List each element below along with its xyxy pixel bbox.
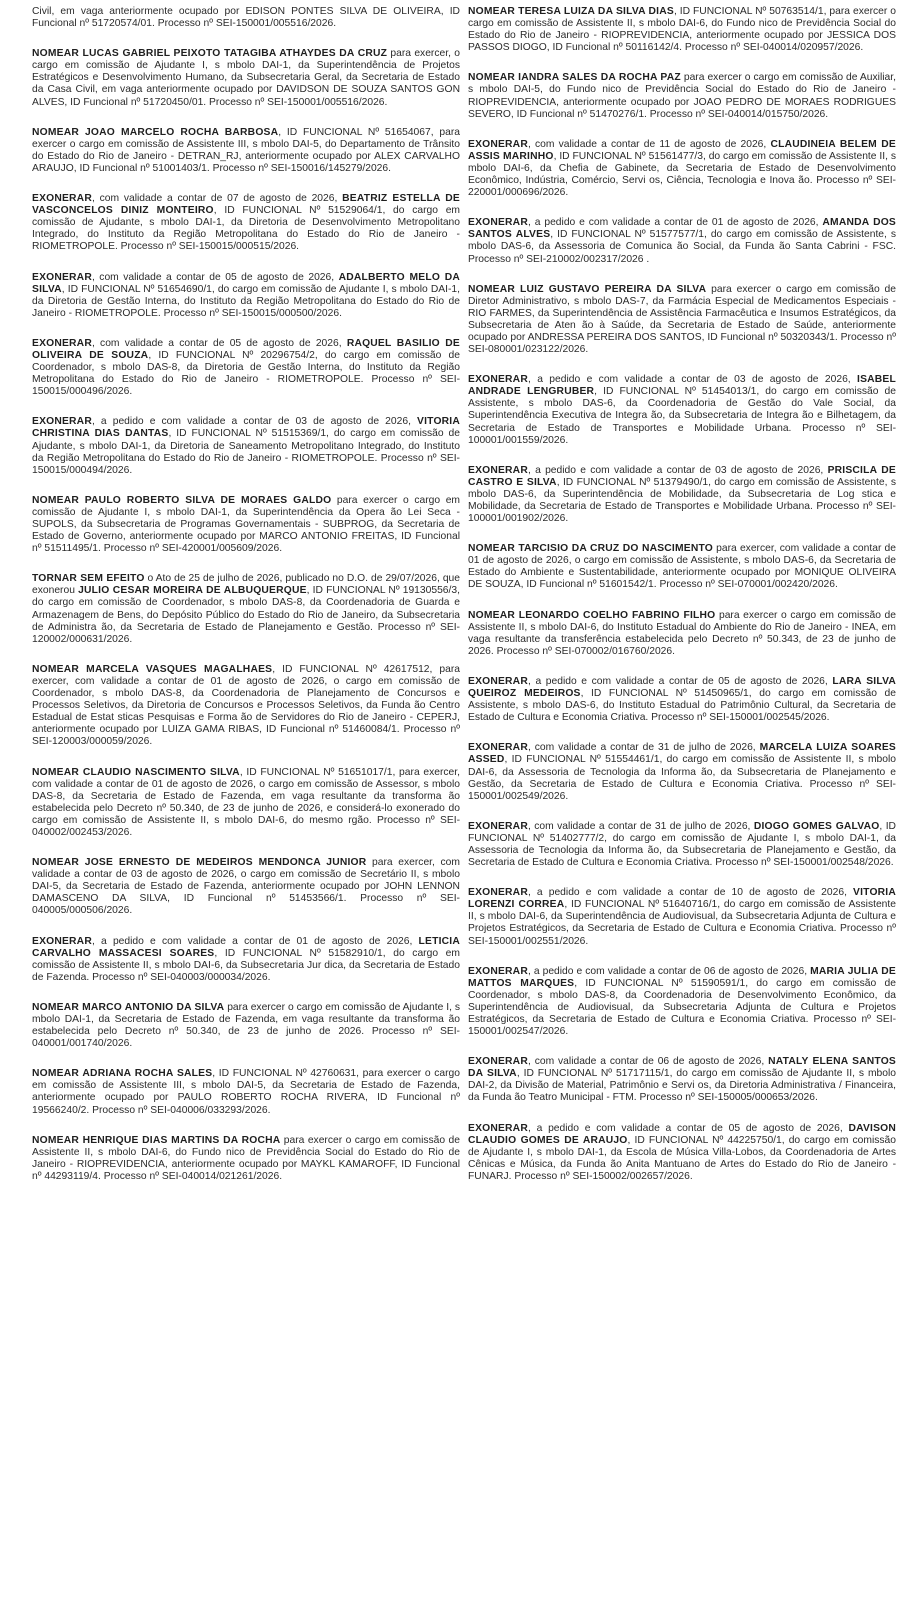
act-emphasis: EXONERAR <box>32 337 92 349</box>
act-emphasis: MARIA JULIA DE MATTOS MARQUES <box>468 965 896 989</box>
left-column <box>32 6 460 1201</box>
act-emphasis: CLAUDINEIA BELEM DE ASSIS MARINHO <box>468 138 897 162</box>
act-paragraph <box>32 1068 460 1116</box>
act-emphasis: NOMEAR CLAUDIO NASCIMENTO SILVA <box>32 766 240 778</box>
act-paragraph <box>468 543 896 591</box>
act-emphasis: NOMEAR MARCELA VASQUES MAGALHAES <box>32 663 273 675</box>
act-emphasis: NOMEAR TARCISIO DA CRUZ DO NASCIMENTO <box>468 543 713 555</box>
act-emphasis: LETICIA CARVALHO MASSACESI SOARES <box>32 935 460 959</box>
act-paragraph <box>468 6 896 54</box>
act-text: , ID FUNCIONAL Nº 51717115/1, do cargo em comissão de Ajudante II, s mbolo DAI-2, da Divisão de Material, Patrimônio e Servi os, da Diretoria Administrativa / Financeira, da Funda ão Teatro Municipal - FTM. Processo nº SEI-150005/000653/2026. <box>468 1068 896 1104</box>
act-emphasis: NOMEAR JOSE ERNESTO DE MEDEIROS MENDONCA JUNIOR <box>32 857 367 869</box>
act-emphasis: EXONERAR <box>468 138 528 150</box>
act-text: , ID FUNCIONAL Nº 51402777/2, do cargo em comissão de Ajudante I, s mbolo DAI-1, da Assessoria de Tecnologia da Informa ão, da Subsecretaria de Planejamento e Gestão, da Secretaria de Estado de Cultura e Economia Criativa. Processo nº SEI-150001/002548/2026. <box>468 820 896 869</box>
act-emphasis: PRISCILA DE CASTRO E SILVA <box>468 464 897 488</box>
act-text: , ID FUNCIONAL Nº 51515369/1, do cargo em comissão de Ajudante, s mbolo DAI-1, da Diretoria de Saneamento Metropolitano Integrado, do Instituto da Região Metropolitana do Estado do Rio de Janeiro - RIOMETROPOLE. Processo nº SEI-150015/000494/2026. <box>32 428 460 476</box>
act-paragraph <box>32 1002 460 1050</box>
act-paragraph <box>468 887 896 947</box>
act-paragraph <box>468 284 896 357</box>
act-paragraph <box>468 1123 896 1183</box>
act-paragraph <box>468 676 896 724</box>
act-emphasis: NOMEAR LUCAS GABRIEL PEIXOTO TATAGIBA ATHAYDES DA CRUZ <box>32 48 388 60</box>
act-text: , ID FUNCIONAL Nº 20296754/2, do cargo em comissão de Coordenador, s mbolo DAS-8, da Diretoria de Gestão Interna, do Instituto da Região Metropolitana do Estado do Rio de Janeiro - RIOMETROPOLE. Processo nº SEI-150015/000496/2026. <box>32 349 460 398</box>
act-text: , a pedido e com validade a contar de 05 de agosto de 2026, <box>527 675 833 687</box>
act-emphasis: EXONERAR <box>468 217 528 229</box>
act-paragraph <box>468 1056 896 1104</box>
act-emphasis: VITORIA LORENZI CORREA <box>468 887 896 911</box>
act-paragraph <box>468 742 896 802</box>
act-text: para exercer o cargo em comissão de Ajudante I, s mbolo DAI-1, da Secretaria de Estado de Fazenda, em vaga resultante da transforma ão estabelecida pelo Decreto nº 50.340, de 23 de junho de 2026. Processo nº SEI-040001/001740/2026. <box>32 1001 460 1050</box>
act-text: para exercer o cargo em comissão de Auxiliar, s mbolo DAI-5, do Fundo nico de Previdência Social do Estado do Rio de Janeiro - RIOPREVIDENCIA, anteriormente ocupado por JOAO PEDRO DE MORAES RODRIGUES SEVERO, ID Funcional nº 51470276/1. Processo nº SEI-040014/015750/2026. <box>468 72 896 120</box>
act-text: , ID FUNCIONAL Nº 51590591/1, do cargo em comissão de Coordenador, s mbolo DAS-8, da Coordenadoria de Desenvolvimento Econômico, da Superintendência de Audiovisual, da Subsecretaria Adjunta de Cultura e Projetos Estratégicos, da Secretaria de Estado de Cultura e Economia Criativa. Processo nº SEI-150001/002547/2026. <box>468 977 896 1038</box>
act-emphasis: JULIO CESAR MOREIRA DE ALBUQUERQUE <box>78 585 307 597</box>
act-emphasis: EXONERAR <box>468 464 528 476</box>
act-text: , ID FUNCIONAL Nº 51654690/1, do cargo em comissão de Ajudante I, s mbolo DAI-1, da Diretoria de Gestão Interna, do Instituto da Região Metropolitana do Estado do Rio de Janeiro - RIOMETROPOLE. Processo nº SEI-150015/000500/2026. <box>32 283 460 319</box>
act-text: , com validade a contar de 31 de julho de 2026, <box>527 742 760 754</box>
act-emphasis: NATALY ELENA SANTOS DA SILVA <box>468 1056 896 1080</box>
act-text: para exercer, com validade a contar de 01 de agosto de 2026, o cargo em comissão de Assistente, s mbolo DAS-6, da Secretaria de Estado do Ambiente e Sustentabilidade, anteriormente ocupado por MONIQUE OLIVEIRA DE SOUZA, ID Funcional nº 51601542/1. Processo nº SEI-070001/002420/2026. <box>468 543 897 591</box>
act-emphasis: ISABEL ANDRADE LENGRUBER <box>468 374 896 398</box>
act-text: , a pedido e com validade a contar de 06 de agosto de 2026, <box>527 965 811 977</box>
act-emphasis: NOMEAR MARCO ANTONIO DA SILVA <box>32 1001 225 1013</box>
act-text: , ID FUNCIONAL Nº 50763514/1, para exercer o cargo em comissão de Assistente II, s mbolo DAI-6, do Fundo nico de Previdência Social do Estado do Rio de Janeiro - RIOPREVIDENCIA, anteriormente ocupado por JESSICA DOS PASSOS DIOGO, ID Funcional nº 50116142/4. Processo nº SEI-040014/020957/2026. <box>468 6 896 54</box>
act-emphasis: AMANDA DOS SANTOS ALVES <box>468 217 896 241</box>
act-text: , ID FUNCIONAL Nº 19130556/3, do cargo em comissão de Coordenador, s mbolo DAS-8, da Coordenadoria de Guarda e Armazenagem de Bens, do Depósito Público do Estado do Rio de Janeiro, da Subsecretaria de Administra ão, da Secretaria de Estado de Planejamento e Gestão. Processo nº SEI-120002/000631/2026. <box>32 585 460 645</box>
act-text: , com validade a contar de 05 de agosto de 2026, <box>91 271 339 283</box>
act-emphasis: DAVISON CLAUDIO GOMES DE ARAUJO <box>468 1122 896 1146</box>
act-paragraph <box>468 465 896 525</box>
act-text: , ID FUNCIONAL Nº 42617512, para exercer, com validade a contar de 01 de agosto de 2026, o cargo em comissão de Coordenador, s mbolo DAS-8, da Coordenadoria de Planejamento de Concursos e Processos Seletivos, da Diretoria de Concursos e Processos Seletivos, da Funda ão Centro Estadual de Estat sticas Pesquisas e Forma ão de Servidores do Rio de Janeiro - CEPERJ, anteriormente ocupado por LUIZA GAMA RIBAS, ID Funcional nº 51460084/1. Processo nº SEI-120003/000059/2026. <box>32 663 460 748</box>
act-emphasis: NOMEAR ADRIANA ROCHA SALES <box>32 1068 213 1080</box>
act-text: para exercer o cargo em comissão de Assistente II, s mbolo DAI-6, do Instituto Estadual do Ambiente do Rio de Janeiro - INEA, em vaga resultante da transferência estabelecida pelo Decreto nº 50.343, de 23 de junho de 2026. Processo nº SEI-070002/016760/2026. <box>468 609 896 657</box>
act-text: para exercer o cargo em comissão de Ajudante I, s mbolo DAI-1, da Superintendência da Opera ão Lei Seca - SUPOLS, da Subsecretaria de Programas Governamentais - SUBPROG, da Secretaria de Estado de Governo, anteriormente ocupado por MARCO ANTONIO FREITAS, ID Funcional nº 51511495/1. Processo nº SEI-420001/005609/2026. <box>32 494 460 555</box>
act-emphasis: BEATRIZ ESTELLA DE VASCONCELOS DINIZ MONTEIRO <box>32 193 460 217</box>
act-paragraph <box>468 217 896 265</box>
act-paragraph <box>32 193 460 253</box>
act-text: , ID FUNCIONAL Nº 51654067, para exercer o cargo em comissão de Assistente III, s mbolo DAI-5, do Departamento de Trânsito do Estado do Rio de Janeiro - DETRAN_RJ, anteriormente ocupado por ALEX CARVALHO ARAUJO, ID Funcional nº 51001403/1. Processo nº SEI-150016/145279/2026. <box>32 126 460 174</box>
act-text: , com validade a contar de 06 de agosto de 2026, <box>527 1056 769 1068</box>
act-text: , ID FUNCIONAL Nº 44225750/1, do cargo em comissão de Ajudante I, s mbolo DAI-1, da Escola de Música Villa-Lobos, da Coordenadoria de Artes Cênicas e Música, da Funda ão Anita Mantuano de Artes do Estado do Rio de Janeiro - FUNARJ. Processo nº SEI-150002/002657/2026. <box>468 1134 896 1182</box>
act-emphasis: NOMEAR HENRIQUE DIAS MARTINS DA ROCHA <box>32 1134 281 1146</box>
act-text: para exercer o cargo em comissão de Assistente II, s mbolo DAI-6, do Fundo nico de Previdência Social do Estado do Rio de Janeiro - RIOPREVIDENCIA, anteriormente ocupado por MAYKL KAMAROFF, ID Funcional nº 44293119/4. Processo nº SEI-040014/021261/2026. <box>32 1134 460 1182</box>
act-emphasis: NOMEAR PAULO ROBERTO SILVA DE MORAES GALDO <box>32 494 332 506</box>
act-emphasis: EXONERAR <box>468 820 528 832</box>
act-paragraph <box>32 664 460 749</box>
act-paragraph <box>468 610 896 658</box>
act-paragraph <box>468 374 896 447</box>
act-text: , a pedido e com validade a contar de 01 de agosto de 2026, <box>527 217 823 229</box>
act-paragraph <box>32 767 460 840</box>
act-emphasis: EXONERAR <box>32 935 92 947</box>
act-text: , ID FUNCIONAL Nº 51529064/1, do cargo em comissão de Ajudante, s mbolo DAI-1, da Diretoria de Desenvolvimento Metropolitano Integrado, do Instituto da Região Metropolitana do Estado do Rio de Janeiro - RIOMETROPOLE. Processo nº SEI-150015/000515/2026. <box>32 205 460 253</box>
act-text: , ID FUNCIONAL Nº 42760631, para exercer o cargo em comissão de Assistente III, s mbolo DAI-5, da Secretaria de Estado de Fazenda, anteriormente ocupado por PAULO ROBERTO ROCHA RIVERA, ID Funcional nº 19566240/2. Processo nº SEI-040006/033293/2026. <box>32 1068 460 1116</box>
act-text: , ID FUNCIONAL Nº 51454013/1, do cargo em comissão de Assistente, s mbolo DAS-6, da Coordenadoria de Gestão do Vale Social, da Superintendência Executiva de Integra ão, da Subsecretaria de Integra ão e Bilhetagem, da Secretaria de Estado de Transportes e Mobilidade Urbana. Processo nº SEI-100001/001559/2026. <box>468 386 896 446</box>
act-text: Civil, em vaga anteriormente ocupado por EDISON PONTES SILVA DE OLIVEIRA, ID Funcional nº 51720574/01. Processo nº SEI-150001/005516/2026. <box>32 6 460 30</box>
act-text: , ID FUNCIONAL Nº 51554461/1, do cargo em comissão de Assistente II, s mbolo DAI-6, da Assessoria de Tecnologia da Informa ão, da Subsecretaria de Planejamento e Gestão, da Secretaria de Estado de Cultura e Economia Criativa. Processo nº SEI-150001/002549/2026. <box>468 754 896 802</box>
act-emphasis: EXONERAR <box>32 271 92 283</box>
act-text: , ID FUNCIONAL Nº 51379490/1, do cargo em comissão de Assistente, s mbolo DAS-6, da Superintendência de Mobilidade, da Subsecretaria de Log stica e Mobilidade, da Secretaria de Estado de Transportes e Mobilidade Urbana. Processo nº SEI-100001/001902/2026. <box>468 476 896 525</box>
act-text: , a pedido e com validade a contar de 05 de agosto de 2026, <box>527 1122 849 1134</box>
act-text: , a pedido e com validade a contar de 10 de agosto de 2026, <box>527 887 854 899</box>
act-emphasis: EXONERAR <box>468 742 528 754</box>
act-text: , ID FUNCIONAL Nº 51577577/1, do cargo em comissão de Assistente, s mbolo DAS-6, da Assessoria de Comunica ão Social, da Funda ão Santa Cabrini - FSC. Processo nº SEI-210002/002317/2026 . <box>468 229 897 265</box>
act-text: , a pedido e com validade a contar de 03 de agosto de 2026, <box>527 464 828 476</box>
act-emphasis: NOMEAR LUIZ GUSTAVO PEREIRA DA SILVA <box>468 283 707 295</box>
act-paragraph <box>32 1135 460 1183</box>
act-emphasis: RAQUEL BASILIO DE OLIVEIRA DE SOUZA <box>32 337 460 361</box>
act-emphasis: EXONERAR <box>468 1122 528 1134</box>
act-text: , com validade a contar de 31 de julho de 2026, <box>527 820 754 832</box>
act-emphasis: EXONERAR <box>468 1056 528 1068</box>
act-emphasis: EXONERAR <box>32 193 92 205</box>
act-text: , a pedido e com validade a contar de 01 de agosto de 2026, <box>91 935 419 947</box>
act-text: , a pedido e com validade a contar de 03 de agosto de 2026, <box>91 416 418 428</box>
act-text: para exercer o cargo em comissão de Diretor Administrativo, s mbolo DAS-7, da Farmácia Especial de Medicamentos Especiais - RIO FARMES, da Superintendência de Assistência Farmacêutica e Insumos Estratégicos, da Subsecretaria de Aten ão à Saúde, da Secretaria de Estado de Saúde, anteriormente ocupado por ANDRESSA PEREIRA DOS SANTOS, ID Funcional nº 50320343/1. Processo nº SEI-080001/023122/2026. <box>468 283 896 356</box>
act-paragraph <box>32 338 460 398</box>
act-emphasis: EXONERAR <box>32 416 92 428</box>
act-emphasis: MARCELA LUIZA SOARES ASSED <box>468 742 896 766</box>
act-paragraph <box>32 6 460 30</box>
act-emphasis: TORNAR SEM EFEITO <box>32 573 145 585</box>
act-text: , com validade a contar de 11 de agosto de 2026, <box>527 138 771 150</box>
act-text: , ID FUNCIONAL Nº 51450965/1, do cargo em comissão de Assistente, s mbolo DAS-6, do Instituto Estadual do Patrimônio Cultural, da Secretaria de Estado de Cultura e Economia Criativa. Processo nº SEI-150001/002545/2026. <box>468 688 896 724</box>
act-emphasis: NOMEAR JOAO MARCELO ROCHA BARBOSA <box>32 126 279 138</box>
act-paragraph <box>468 821 896 869</box>
act-paragraph <box>32 857 460 917</box>
right-column <box>468 6 896 1201</box>
act-emphasis: NOMEAR IANDRA SALES DA ROCHA PAZ <box>468 72 681 84</box>
act-paragraph <box>468 139 896 199</box>
act-text: , ID FUNCIONAL Nº 51582910/1, do cargo em comissão de Assistente II, s mbolo DAI-6, da Subsecretaria Jur dica, da Secretaria de Estado de Fazenda. Processo nº SEI-040003/000034/2026. <box>32 947 460 983</box>
act-paragraph <box>32 272 460 320</box>
act-emphasis: ADALBERTO MELO DA SILVA <box>32 271 460 295</box>
act-text: para exercer, com validade a contar de 03 de agosto de 2026, o cargo em comissão de Secretário II, s mbolo DAI-5, da Secretaria de Estado de Fazenda, anteriormente ocupado por JOHN LENNON DAMASCENO DA SILVA, ID Funcional nº 51453566/1. Processo nº SEI-040005/000506/2026. <box>32 857 460 917</box>
act-text: o Ato de 25 de julho de 2026, publicado no D.O. de 29/07/2026, que exonerou <box>32 573 461 597</box>
act-paragraph <box>32 416 460 476</box>
act-text: para exercer, o cargo em comissão de Ajudante I, s mbolo DAI-1, da Superintendência de Projetos Estratégicos e Desenvolvimento Humano, da Subsecretaria Geral, da Secretaria de Estado da Casa Civil, em vaga anteriormente ocupado por DAVIDSON DE SOUZA SANTOS GON ALVES, ID Funcional nº 51720450/01. Processo nº SEI-150001/005516/2026. <box>32 48 460 108</box>
act-emphasis: LARA SILVA QUEIROZ MEDEIROS <box>468 675 897 700</box>
act-text: , ID FUNCIONAL Nº 51651017/1, para exercer, com validade a contar de 01 de agosto de 2026, o cargo em comissão de Assessor, s mbolo DAS-8, da Secretaria de Estado de Fazenda, em vaga resultante da transforma ão estabelecida pelo Decreto nº 50.340, de 23 de junho de 2026, e considerá-lo exonerado do cargo em comissão de Assistente II, s mbolo DAI-6, do mesmo rgão. Processo nº SEI-040002/002453/2026. <box>32 766 460 838</box>
act-text: , ID FUNCIONAL Nº 51640716/1, do cargo em comissão de Assistente II, s mbolo DAI-6, da Superintendência de Audiovisual, da Subsecretaria Adjunta de Cultura e Projetos Estratégicos, da Secretaria de Estado de Cultura e Economia Criativa. Processo nº SEI-150001/002551/2026. <box>468 899 896 947</box>
act-emphasis: EXONERAR <box>468 965 528 977</box>
act-text: , a pedido e com validade a contar de 03 de agosto de 2026, <box>527 374 858 386</box>
act-emphasis: EXONERAR <box>468 887 528 899</box>
act-text: , com validade a contar de 07 de agosto de 2026, <box>91 193 343 205</box>
act-emphasis: EXONERAR <box>468 675 528 687</box>
act-text: , ID FUNCIONAL Nº 51561477/3, do cargo em comissão de Assistente II, s mbolo DAI-6, da Chefia de Gabinete, da Secretaria de Estado de Desenvolvimento Econômico, Indústria, Comércio, Servi os, Ciência, Tecnologia e Inova ão. Processo nº SEI-220001/000696/2026. <box>468 150 896 199</box>
act-emphasis: DIOGO GOMES GALVAO <box>753 820 880 832</box>
act-emphasis: NOMEAR TERESA LUIZA DA SILVA DIAS <box>468 6 674 17</box>
act-emphasis: VITORIA CHRISTINA DIAS DANTAS <box>32 416 460 440</box>
act-paragraph <box>32 48 460 108</box>
act-paragraph <box>468 966 896 1039</box>
act-emphasis: EXONERAR <box>468 374 528 386</box>
act-paragraph <box>32 936 460 984</box>
act-emphasis: NOMEAR LEONARDO COELHO FABRINO FILHO <box>468 609 716 621</box>
act-paragraph <box>32 495 460 555</box>
act-paragraph <box>32 127 460 175</box>
act-paragraph <box>468 72 896 120</box>
act-paragraph <box>32 573 460 646</box>
act-text: , com validade a contar de 05 de agosto de 2026, <box>91 337 347 349</box>
